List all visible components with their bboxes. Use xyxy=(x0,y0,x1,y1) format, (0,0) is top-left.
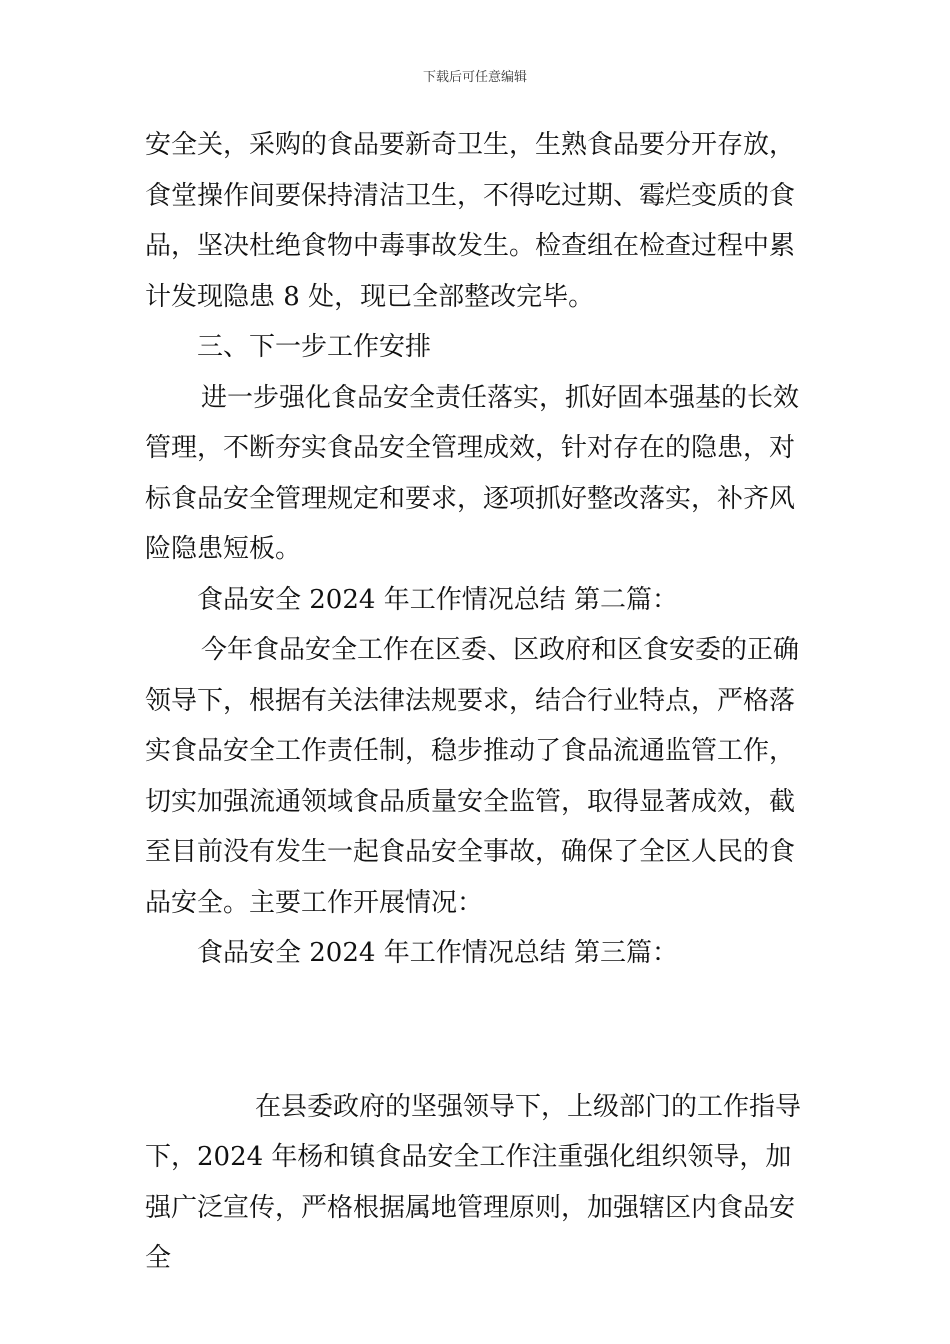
section-heading-next-steps: 三、下一步工作安排 xyxy=(197,332,432,362)
document-body xyxy=(145,120,810,1284)
article-title-part-two: 食品安全 2024 年工作情况总结 第二篇： xyxy=(197,584,678,615)
page-header-note: 下载后可任意编辑 xyxy=(422,70,527,85)
paragraph-part-two: 今年食品安全工作在区委、区政府和区食安委的正确领导下，根据有关法律法规要求，结合行业特点，严格落实食品安全工作责任制，稳步推动了食品流通监管工作，切实加强流通领域食品质量安全监管，取得显著成效，截至目前没有发生一起食品安全事故，确保了全区人民的食品安全。主要工作开展情况： xyxy=(145,635,800,918)
article-title-part-three: 食品安全 2024 年工作情况总结 第三篇： xyxy=(197,938,678,968)
paragraph-next-steps: 进一步强化食品安全责任落实，抓好固本强基的长效管理，不断夯实食品安全管理成效，针对存在的隐患，对标食品安全管理规定和要求，逐项抓好整改落实，补齐风险隐患短板。 xyxy=(145,382,800,564)
paragraph-part-three: 在县委政府的坚强领导下，上级部门的工作指导下，2024 年杨和镇食品安全工作注重强化组织领导，加强广泛宣传，严格根据属地管理原则，加强辖区内食品安全 xyxy=(145,1091,802,1273)
paragraph-safety-checks: 安全关，采购的食品要新奇卫生，生熟食品要分开存放，食堂操作间要保持清洁卫生，不得吃过期、霉烂变质的食品，坚决杜绝食物中毒事故发生。检查组在检查过程中累计发现隐患 8 处，现已全部整改完毕。 xyxy=(145,130,796,312)
blank-space xyxy=(145,979,810,1082)
